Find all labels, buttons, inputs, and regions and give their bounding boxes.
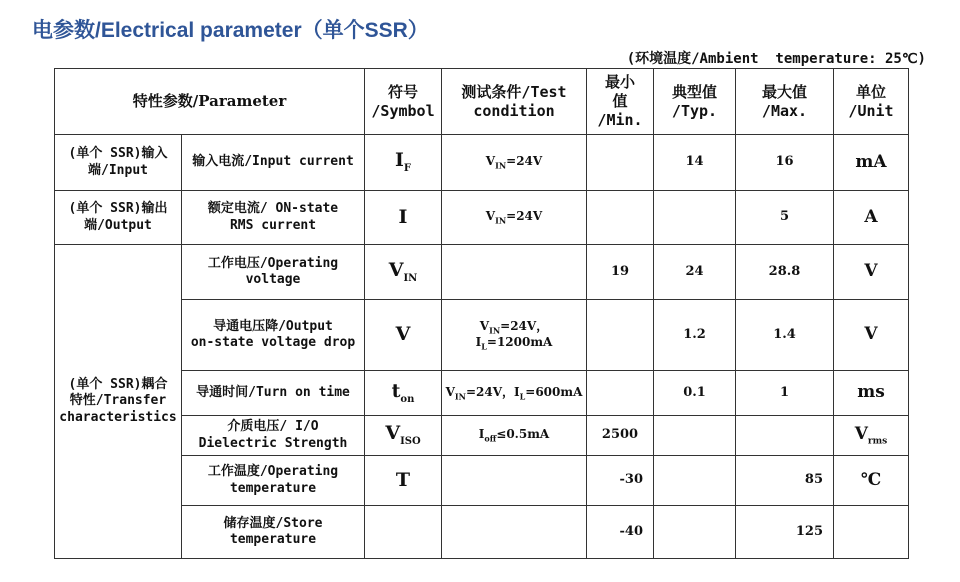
cond-b-val: =600mA	[525, 384, 583, 399]
table-row	[55, 191, 909, 245]
symbol-cell	[365, 506, 442, 559]
min-cell	[587, 191, 654, 245]
param-line-1: 导通时间/Turn on time	[196, 384, 350, 400]
typ-cell	[654, 506, 736, 559]
param-cell	[182, 191, 365, 245]
symbol-main: T	[395, 468, 411, 491]
table-row	[55, 456, 909, 506]
page-title: 电参数/Electrical parameter（单个SSR）	[32, 19, 429, 42]
header-typ-1: 典型值	[671, 82, 717, 101]
min-cell: 19	[587, 245, 654, 300]
unit-sub: rms	[867, 436, 888, 447]
symbol-main: I	[398, 205, 408, 228]
param-line-1: 介质电压/ I/O	[227, 419, 319, 435]
symbol-sub: on	[400, 393, 415, 405]
unit-cell: V	[834, 300, 909, 371]
param-cell	[182, 506, 365, 559]
condition-cell	[442, 300, 587, 371]
symbol-sub: F	[403, 163, 411, 175]
unit-cell	[834, 416, 909, 456]
group-input-2: 端/Input	[88, 162, 148, 178]
typ-cell: 14	[654, 135, 736, 191]
cond-a-sub: IN	[495, 160, 507, 171]
header-test-en: condition	[473, 101, 555, 120]
typ-cell	[654, 416, 736, 456]
group-transfer-3: characteristics	[59, 409, 177, 425]
group-transfer-2: 特性/Transfer	[69, 393, 167, 409]
param-cell	[182, 416, 365, 456]
param-cell	[182, 135, 365, 191]
cond-a-sub: IN	[489, 325, 501, 335]
condition-cell	[442, 191, 587, 245]
symbol-main: I	[395, 149, 404, 172]
max-cell: 125	[736, 506, 834, 559]
group-input	[55, 135, 182, 191]
cond-a-sub: IN	[495, 215, 507, 226]
cond-a: V	[445, 384, 455, 399]
max-cell: 16	[736, 135, 834, 191]
param-cell	[182, 371, 365, 416]
header-min-3: /Min.	[597, 110, 643, 129]
min-cell: -40	[587, 506, 654, 559]
max-cell: 1	[736, 371, 834, 416]
min-cell	[587, 300, 654, 371]
header-min	[587, 69, 654, 135]
cond-a-val: =24V	[506, 154, 543, 169]
cond-b-sub: L	[519, 391, 526, 402]
param-line-2: temperature	[229, 532, 317, 547]
header-parameter-text: 特性参数/Parameter	[132, 92, 287, 111]
condition-cell	[442, 456, 587, 506]
max-cell	[736, 416, 834, 456]
param-line-1: 输入电流/Input current	[192, 154, 354, 170]
symbol-sub: IN	[403, 272, 418, 284]
param-cell	[182, 300, 365, 371]
symbol-cell	[365, 300, 442, 371]
cond-a: I	[478, 427, 485, 442]
header-symbol-en: /Symbol	[371, 101, 435, 120]
header-symbol-cn: 符号	[387, 82, 418, 101]
electrical-parameter-table	[54, 68, 909, 559]
unit-cell: A	[834, 191, 909, 245]
header-max-1: 最大值	[761, 82, 807, 101]
symbol-cell	[365, 371, 442, 416]
max-cell: 1.4	[736, 300, 834, 371]
cond-a: V	[485, 209, 496, 224]
unit-cell: mA	[834, 135, 909, 191]
symbol-cell	[365, 191, 442, 245]
param-line-1: 导通电压降/Output	[213, 318, 333, 334]
table-row	[55, 245, 909, 300]
header-symbol	[365, 69, 442, 135]
group-output-2: 端/Output	[84, 217, 152, 233]
symbol-main: V	[385, 422, 401, 445]
condition-cell	[442, 506, 587, 559]
table-row	[55, 506, 909, 559]
table-row	[55, 135, 909, 191]
max-cell: 5	[736, 191, 834, 245]
param-line-2: on-state voltage drop	[190, 335, 356, 350]
cond-a-sub: off	[484, 433, 497, 444]
header-typ-2: /Typ.	[671, 101, 718, 120]
symbol-main: V	[388, 258, 404, 281]
header-test-condition	[442, 69, 587, 135]
typ-cell	[654, 191, 736, 245]
condition-cell	[442, 245, 587, 300]
unit-cell: ms	[834, 371, 909, 416]
symbol-cell	[365, 135, 442, 191]
header-min-2: 值	[612, 92, 628, 111]
cond-a-val: =24V	[506, 209, 543, 224]
group-output	[55, 191, 182, 245]
header-unit-1: 单位	[855, 82, 886, 101]
symbol-cell	[365, 456, 442, 506]
cond-a-val: =24V，	[465, 384, 515, 399]
param-cell	[182, 456, 365, 506]
param-line-1: 储存温度/Store	[223, 515, 323, 531]
symbol-cell	[365, 245, 442, 300]
header-parameter	[55, 69, 365, 135]
typ-cell: 1.2	[654, 300, 736, 371]
cond-a: V	[479, 318, 490, 333]
condition-cell	[442, 416, 587, 456]
param-line-2: voltage	[245, 272, 301, 287]
ambient-temperature-note: (环境温度/Ambient temperature: 25℃)	[626, 51, 926, 67]
symbol-sub: ISO	[400, 436, 421, 448]
unit-main: V	[854, 423, 868, 444]
condition-cell	[442, 371, 587, 416]
header-test-cn: 测试条件/Test	[461, 82, 567, 101]
header-typ	[654, 69, 736, 135]
condition-cell	[442, 135, 587, 191]
param-line-1: 工作温度/Operating	[207, 464, 339, 480]
param-cell	[182, 245, 365, 300]
param-line-2: Dielectric Strength	[198, 435, 348, 451]
typ-cell	[654, 456, 736, 506]
cond-a-val: =24V，	[500, 318, 549, 333]
header-unit-2: /Unit	[848, 101, 894, 120]
group-transfer	[55, 245, 182, 559]
min-cell	[587, 371, 654, 416]
header-unit	[834, 69, 909, 135]
cond-a-val: ≤0.5mA	[496, 427, 550, 442]
unit-cell: V	[834, 245, 909, 300]
table-row	[55, 416, 909, 456]
min-cell	[587, 135, 654, 191]
table-row	[55, 371, 909, 416]
group-input-1: (单个 SSR)输入	[68, 146, 168, 162]
group-output-1: (单个 SSR)输出	[68, 201, 168, 217]
cond-b: I	[475, 335, 482, 349]
group-transfer-1: (单个 SSR)耦合	[68, 377, 168, 393]
symbol-main: V	[395, 323, 411, 346]
table-header-row	[55, 69, 909, 135]
symbol-cell	[365, 416, 442, 456]
min-cell: 2500	[587, 416, 654, 456]
table-row	[55, 300, 909, 371]
header-max-2: /Max.	[761, 101, 808, 120]
cond-a: V	[485, 154, 496, 169]
header-max	[736, 69, 834, 135]
unit-cell	[834, 506, 909, 559]
param-line-1: 额定电流/ ON-state	[207, 201, 339, 217]
max-cell: 85	[736, 456, 834, 506]
param-line-1: 工作电压/Operating	[207, 255, 339, 271]
cond-b: I	[514, 384, 520, 399]
header-min-1: 最小	[604, 73, 635, 92]
cond-b-sub: L	[481, 341, 487, 352]
param-line-2: RMS current	[229, 217, 317, 233]
typ-cell: 24	[654, 245, 736, 300]
typ-cell: 0.1	[654, 371, 736, 416]
cond-b-val: =1200mA	[486, 335, 553, 349]
min-cell: -30	[587, 456, 654, 506]
unit-cell: ℃	[834, 456, 909, 506]
symbol-main: t	[391, 379, 401, 402]
max-cell: 28.8	[736, 245, 834, 300]
param-line-2: temperature	[229, 480, 317, 496]
cond-a-sub: IN	[454, 391, 466, 402]
